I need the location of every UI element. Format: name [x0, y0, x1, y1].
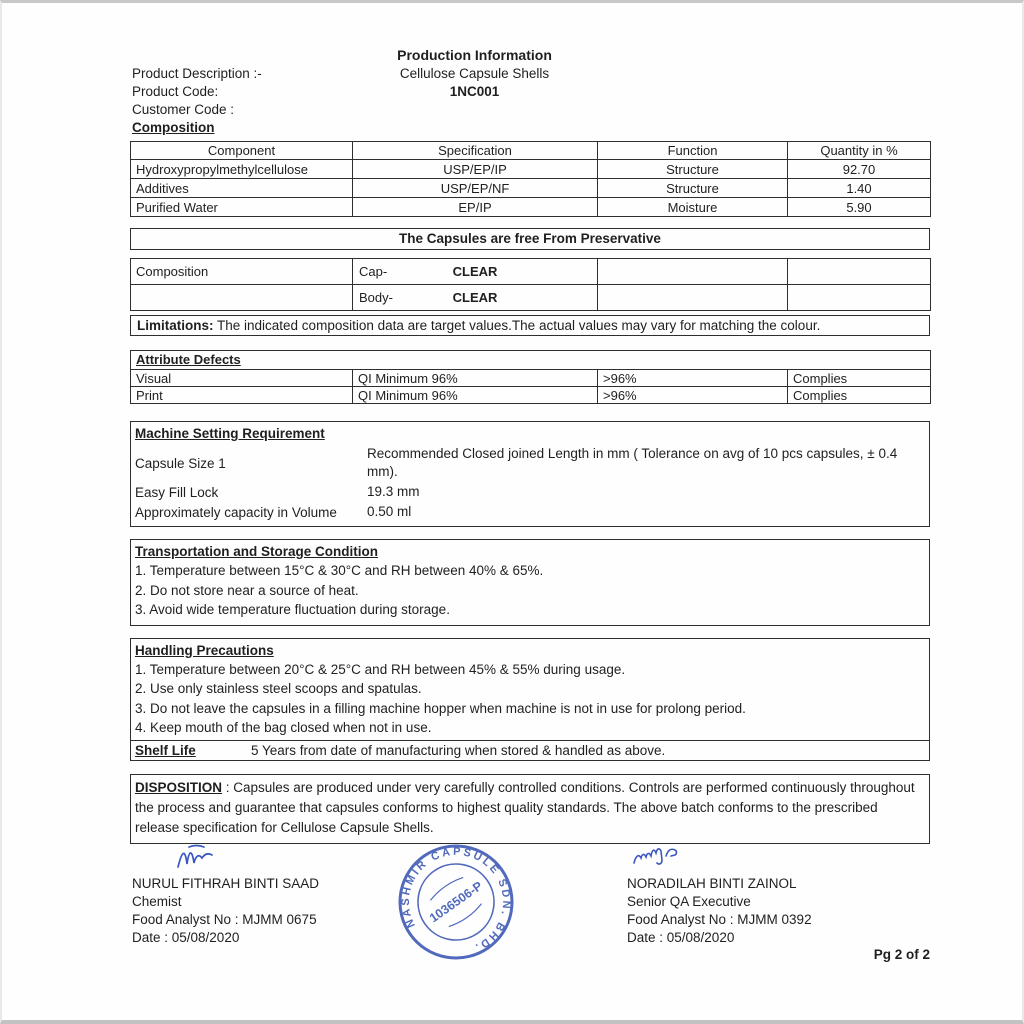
attribute-defects-heading: Attribute Defects	[136, 352, 241, 367]
defect-spec: QI Minimum 96%	[353, 387, 598, 404]
machine-setting-heading: Machine Setting Requirement	[135, 426, 325, 441]
cell-quantity: 5.90	[788, 198, 931, 217]
product-description-value: Cellulose Capsule Shells	[399, 66, 550, 81]
disposition-box	[130, 774, 930, 844]
shelf-life-row	[131, 740, 929, 760]
col-header-specification: Specification	[353, 142, 598, 160]
defect-result: >96%	[598, 387, 788, 404]
handling-item: 2. Use only stainless steel scoops and spatulas.	[135, 681, 422, 696]
customer-code-label: Customer Code :	[132, 102, 235, 117]
cell-function: Moisture	[598, 198, 788, 217]
handling-item: 3. Do not leave the capsules in a filling machine hopper when machine is not in use for prolong period.	[135, 700, 746, 716]
col-header-function: Function	[598, 142, 788, 160]
body-label: Body-	[359, 290, 393, 305]
transport-item: 3. Avoid wide temperature fluctuation during storage.	[135, 602, 450, 617]
signatory-right	[627, 875, 957, 947]
composition-table	[130, 141, 931, 217]
capacity-value: 0.50 ml	[367, 504, 412, 519]
cell-component: Purified Water	[131, 198, 353, 217]
table-row	[131, 370, 931, 387]
limitations-box	[130, 315, 930, 336]
page-title: Production Information	[397, 47, 552, 63]
table-row	[131, 198, 931, 217]
colour-table	[130, 258, 931, 311]
signatory-name: NURUL FITHRAH BINTI SAAD	[132, 876, 320, 891]
handling-item: 4. Keep mouth of the bag closed when not in use.	[135, 720, 432, 735]
customer-code-row	[130, 101, 930, 119]
signatory-analyst-no: Food Analyst No : MJMM 0675	[132, 912, 317, 927]
transport-heading: Transportation and Storage Condition	[135, 544, 378, 559]
disposition-label: DISPOSITION	[135, 779, 223, 795]
stamp-number: 1036506-P	[426, 878, 486, 926]
cap-colour-cell	[353, 259, 598, 285]
signatory-date: Date : 05/08/2020	[627, 930, 735, 945]
product-description-row	[130, 65, 930, 83]
table-row	[131, 259, 931, 285]
transport-item: 1. Temperature between 15°C & 30°C and RH between 40% & 65%.	[135, 563, 544, 578]
defect-name: Visual	[131, 370, 353, 387]
defect-status: Complies	[788, 370, 931, 387]
cell-specification: EP/IP	[353, 198, 598, 217]
attribute-defects-table	[130, 350, 931, 404]
table-header-row	[131, 142, 931, 160]
easy-fill-value: 19.3 mm	[367, 484, 420, 499]
capsule-size-value: Recommended Closed joined Length in mm ( Tolerance on avg of 10 pcs capsules, ± 0.4 mm).	[367, 446, 898, 479]
table-row	[131, 285, 931, 311]
body-colour-cell	[353, 285, 598, 311]
cap-colour-value: CLEAR	[452, 264, 498, 279]
signatory-analyst-no: Food Analyst No : MJMM 0392	[627, 912, 812, 927]
signature-right-mark	[630, 844, 684, 870]
stamp-ring-text: NASHMIR CAPSULE SDN. BHD.	[399, 845, 513, 955]
empty-cell	[788, 285, 931, 311]
shelf-life-text: 5 Years from date of manufacturing when stored & handled as above.	[251, 742, 666, 758]
table-row	[131, 179, 931, 198]
signatory-name: NORADILAH BINTI ZAINOL	[627, 876, 797, 891]
defect-status: Complies	[788, 387, 931, 404]
document-content	[130, 47, 930, 844]
signatory-title: Senior QA Executive	[627, 894, 751, 909]
colour-table-label: Composition	[131, 259, 353, 285]
capsule-size-row	[135, 445, 923, 481]
product-code-value: 1NC001	[449, 84, 500, 99]
composition-heading-row	[130, 119, 930, 137]
page-number: Pg 2 of 2	[873, 947, 930, 962]
col-header-component: Component	[131, 142, 353, 160]
handling-item: 1. Temperature between 20°C & 25°C and RH between 45% & 55% during usage.	[135, 661, 626, 677]
defect-spec: QI Minimum 96%	[353, 370, 598, 387]
limitations-label: Limitations:	[137, 318, 214, 333]
cell-specification: USP/EP/NF	[353, 179, 598, 198]
cap-label: Cap-	[359, 264, 388, 279]
empty-cell	[598, 259, 788, 285]
transport-box	[130, 539, 930, 626]
composition-heading: Composition	[132, 120, 215, 135]
cell-component: Hydroxypropylmethylcellulose	[131, 160, 353, 179]
section-heading-row	[131, 351, 931, 370]
handling-box	[130, 638, 930, 761]
product-description-label: Product Description :-	[132, 66, 262, 81]
product-code-label: Product Code:	[132, 84, 219, 99]
easy-fill-label: Easy Fill Lock	[135, 484, 219, 500]
empty-cell	[598, 285, 788, 311]
easy-fill-row	[135, 483, 923, 501]
capacity-row	[135, 503, 923, 521]
attribute-defects-heading-cell	[131, 351, 931, 370]
cell-quantity: 92.70	[788, 160, 931, 179]
transport-item: 2. Do not store near a source of heat.	[135, 582, 359, 598]
cell-specification: USP/EP/IP	[353, 160, 598, 179]
signatory-date: Date : 05/08/2020	[132, 930, 240, 945]
shelf-life-label: Shelf Life	[135, 742, 196, 758]
preservative-banner: The Capsules are free From Preservative	[130, 228, 930, 250]
table-row	[131, 160, 931, 179]
cell-function: Structure	[598, 179, 788, 198]
body-colour-value: CLEAR	[452, 290, 498, 305]
defect-result: >96%	[598, 370, 788, 387]
empty-cell	[788, 259, 931, 285]
machine-setting-box	[130, 421, 930, 527]
cell-component: Additives	[131, 179, 353, 198]
limitations-text: The indicated composition data are target values.The actual values may vary for matching the colour.	[213, 318, 821, 333]
handling-heading: Handling Precautions	[135, 642, 274, 658]
cell-function: Structure	[598, 160, 788, 179]
capsule-size-label: Capsule Size 1	[135, 455, 226, 471]
signature-left-mark	[174, 844, 218, 872]
cell-quantity: 1.40	[788, 179, 931, 198]
signatory-title: Chemist	[132, 894, 182, 909]
col-header-quantity: Quantity in %	[788, 142, 931, 160]
empty-cell	[131, 285, 353, 311]
capacity-label: Approximately capacity in Volume	[135, 504, 337, 520]
defect-name: Print	[131, 387, 353, 404]
table-row	[131, 387, 931, 404]
disposition-text: : Capsules are produced under very carefully controlled conditions. Controls are performed continuously throughout the process and guarantee that capsules conforms to highest quality standards. The above batch conforms to the prescribed release specification for Cellulose Capsule Shells.	[135, 779, 915, 835]
product-code-row	[130, 83, 930, 101]
